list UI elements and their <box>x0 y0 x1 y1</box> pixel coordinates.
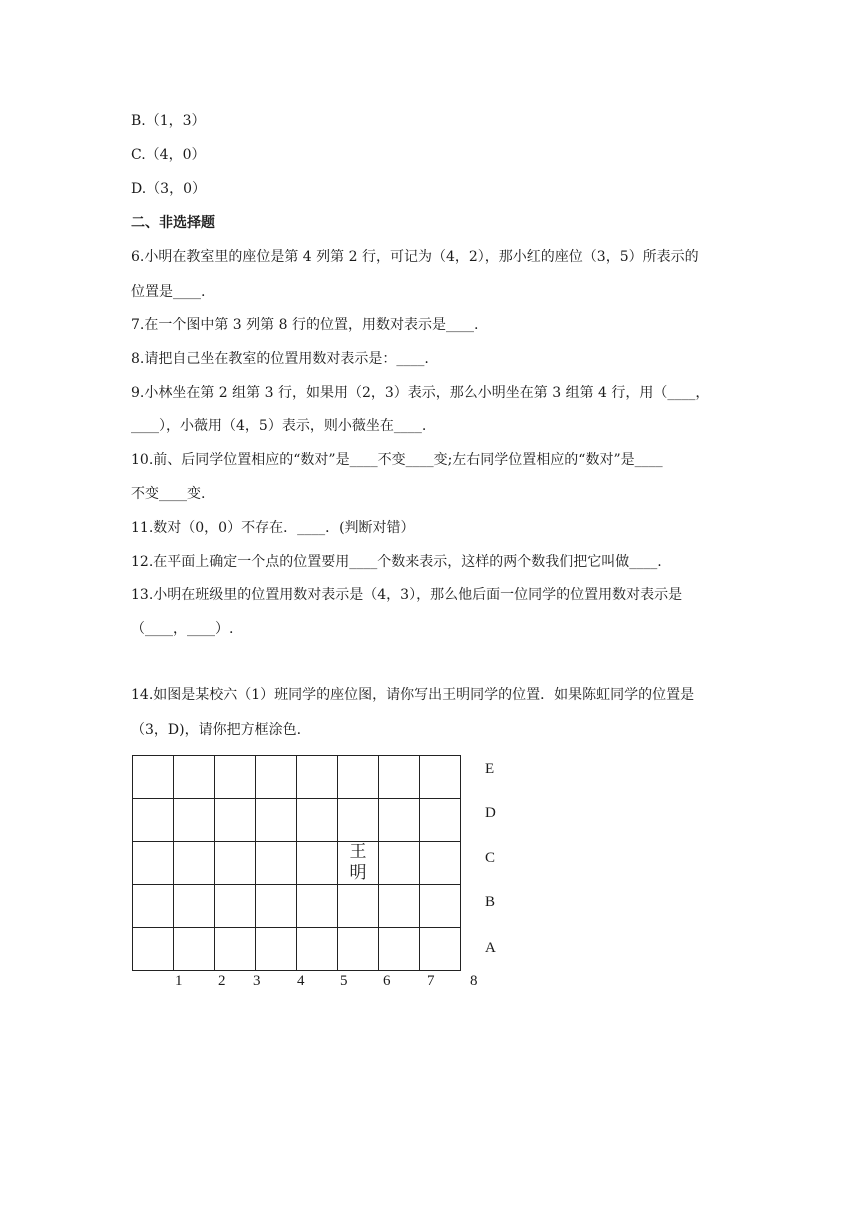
seat-cell[interactable] <box>174 885 215 928</box>
option-b: B.（1，3） <box>131 113 206 129</box>
question-8: 8.请把自己坐在教室的位置用数对表示是：____. <box>131 351 429 367</box>
question-7: 7.在一个图中第 3 列第 8 行的位置，用数对表示是____. <box>131 317 479 333</box>
seat-cell[interactable] <box>215 799 256 842</box>
seat-cell[interactable] <box>379 842 420 885</box>
seat-cell[interactable] <box>174 756 215 799</box>
seat-cell[interactable] <box>256 885 297 928</box>
seat-row-d <box>133 799 461 842</box>
seat-cell[interactable] <box>256 842 297 885</box>
column-label-8: 8 <box>470 973 478 989</box>
row-label-b: B <box>485 894 496 910</box>
seat-cell[interactable] <box>297 885 338 928</box>
seat-cell[interactable] <box>174 842 215 885</box>
student-name-char-1: 王 <box>349 842 367 862</box>
question-9-line-2: ____），小薇用（4，5）表示，则小薇坐在____. <box>131 418 427 434</box>
seat-cell[interactable] <box>379 928 420 971</box>
question-14-line-2: （3，D)，请你把方框涂色. <box>131 722 302 738</box>
option-d: D.（3，0） <box>131 181 206 197</box>
seat-cell[interactable] <box>215 885 256 928</box>
seat-cell[interactable] <box>338 928 379 971</box>
seat-cell[interactable] <box>133 799 174 842</box>
seat-cell[interactable] <box>215 756 256 799</box>
seat-row-e <box>133 756 461 799</box>
seat-cell[interactable] <box>420 928 461 971</box>
row-label-d: D <box>485 805 496 821</box>
seat-cell[interactable] <box>256 756 297 799</box>
seat-cell[interactable] <box>174 928 215 971</box>
seat-cell[interactable] <box>215 928 256 971</box>
seat-cell[interactable] <box>256 799 297 842</box>
seat-cell[interactable] <box>379 799 420 842</box>
column-label-5: 5 <box>340 973 348 989</box>
seat-cell[interactable] <box>256 928 297 971</box>
seat-cell[interactable] <box>379 756 420 799</box>
column-label-3: 3 <box>253 973 261 989</box>
question-13-line-1: 13.小明在班级里的位置用数对表示是（4，3），那么他后面一位同学的位置用数对表示是 <box>131 587 683 603</box>
seat-cell[interactable] <box>297 928 338 971</box>
column-label-4: 4 <box>297 973 305 989</box>
question-11: 11.数对（0，0）不存在．____．(判断对错） <box>131 520 415 536</box>
seat-row-c <box>133 842 461 885</box>
seat-cell[interactable] <box>338 799 379 842</box>
seat-cell[interactable] <box>338 756 379 799</box>
seat-cell-wang-ming[interactable] <box>338 842 379 885</box>
seat-cell[interactable] <box>420 756 461 799</box>
seat-row-b <box>133 885 461 928</box>
seat-cell[interactable] <box>420 885 461 928</box>
seat-cell[interactable] <box>297 799 338 842</box>
column-label-2: 2 <box>218 973 226 989</box>
row-label-a: A <box>485 940 496 956</box>
question-6-line-1: 6.小明在教室里的座位是第 4 列第 2 行，可记为（4，2），那小红的座位（3，5）所表示的 <box>131 249 699 265</box>
option-c: C.（4，0） <box>131 147 206 163</box>
seat-cell[interactable] <box>133 885 174 928</box>
question-14-line-1: 14.如图是某校六（1）班同学的座位图，请你写出王明同学的位置．如果陈虹同学的位置是 <box>131 687 695 703</box>
seat-row-a <box>133 928 461 971</box>
seat-cell[interactable] <box>420 842 461 885</box>
column-label-7: 7 <box>427 973 435 989</box>
row-label-c: C <box>485 850 496 866</box>
seat-cell[interactable] <box>133 756 174 799</box>
question-10-line-1: 10.前、后同学位置相应的“数对”是____不变____变;左右同学位置相应的“数对”是____ <box>131 452 663 468</box>
student-name-char-2: 明 <box>349 863 367 883</box>
seat-cell[interactable] <box>174 799 215 842</box>
column-label-6: 6 <box>383 973 391 989</box>
seat-cell[interactable] <box>133 928 174 971</box>
seat-cell[interactable] <box>379 885 420 928</box>
seat-chart-grid <box>132 755 461 971</box>
seat-cell[interactable] <box>297 842 338 885</box>
row-label-e: E <box>485 761 495 777</box>
question-6-line-2: 位置是____. <box>131 284 206 300</box>
question-10-line-2: 不变____变. <box>131 486 206 502</box>
question-13-line-2: （____，____）. <box>131 621 234 637</box>
question-9-line-1: 9.小林坐在第 2 组第 3 行，如果用（2，3）表示，那么小明坐在第 3 组第 4 行，用（____， <box>131 385 710 401</box>
section-heading: 二、非选择题 <box>131 215 215 231</box>
seat-cell[interactable] <box>215 842 256 885</box>
seat-cell[interactable] <box>338 885 379 928</box>
seat-cell[interactable] <box>297 756 338 799</box>
question-12: 12.在平面上确定一个点的位置要用____个数来表示，这样的两个数我们把它叫做____. <box>131 554 662 570</box>
seat-cell[interactable] <box>133 842 174 885</box>
column-label-1: 1 <box>175 973 183 989</box>
seat-cell[interactable] <box>420 799 461 842</box>
